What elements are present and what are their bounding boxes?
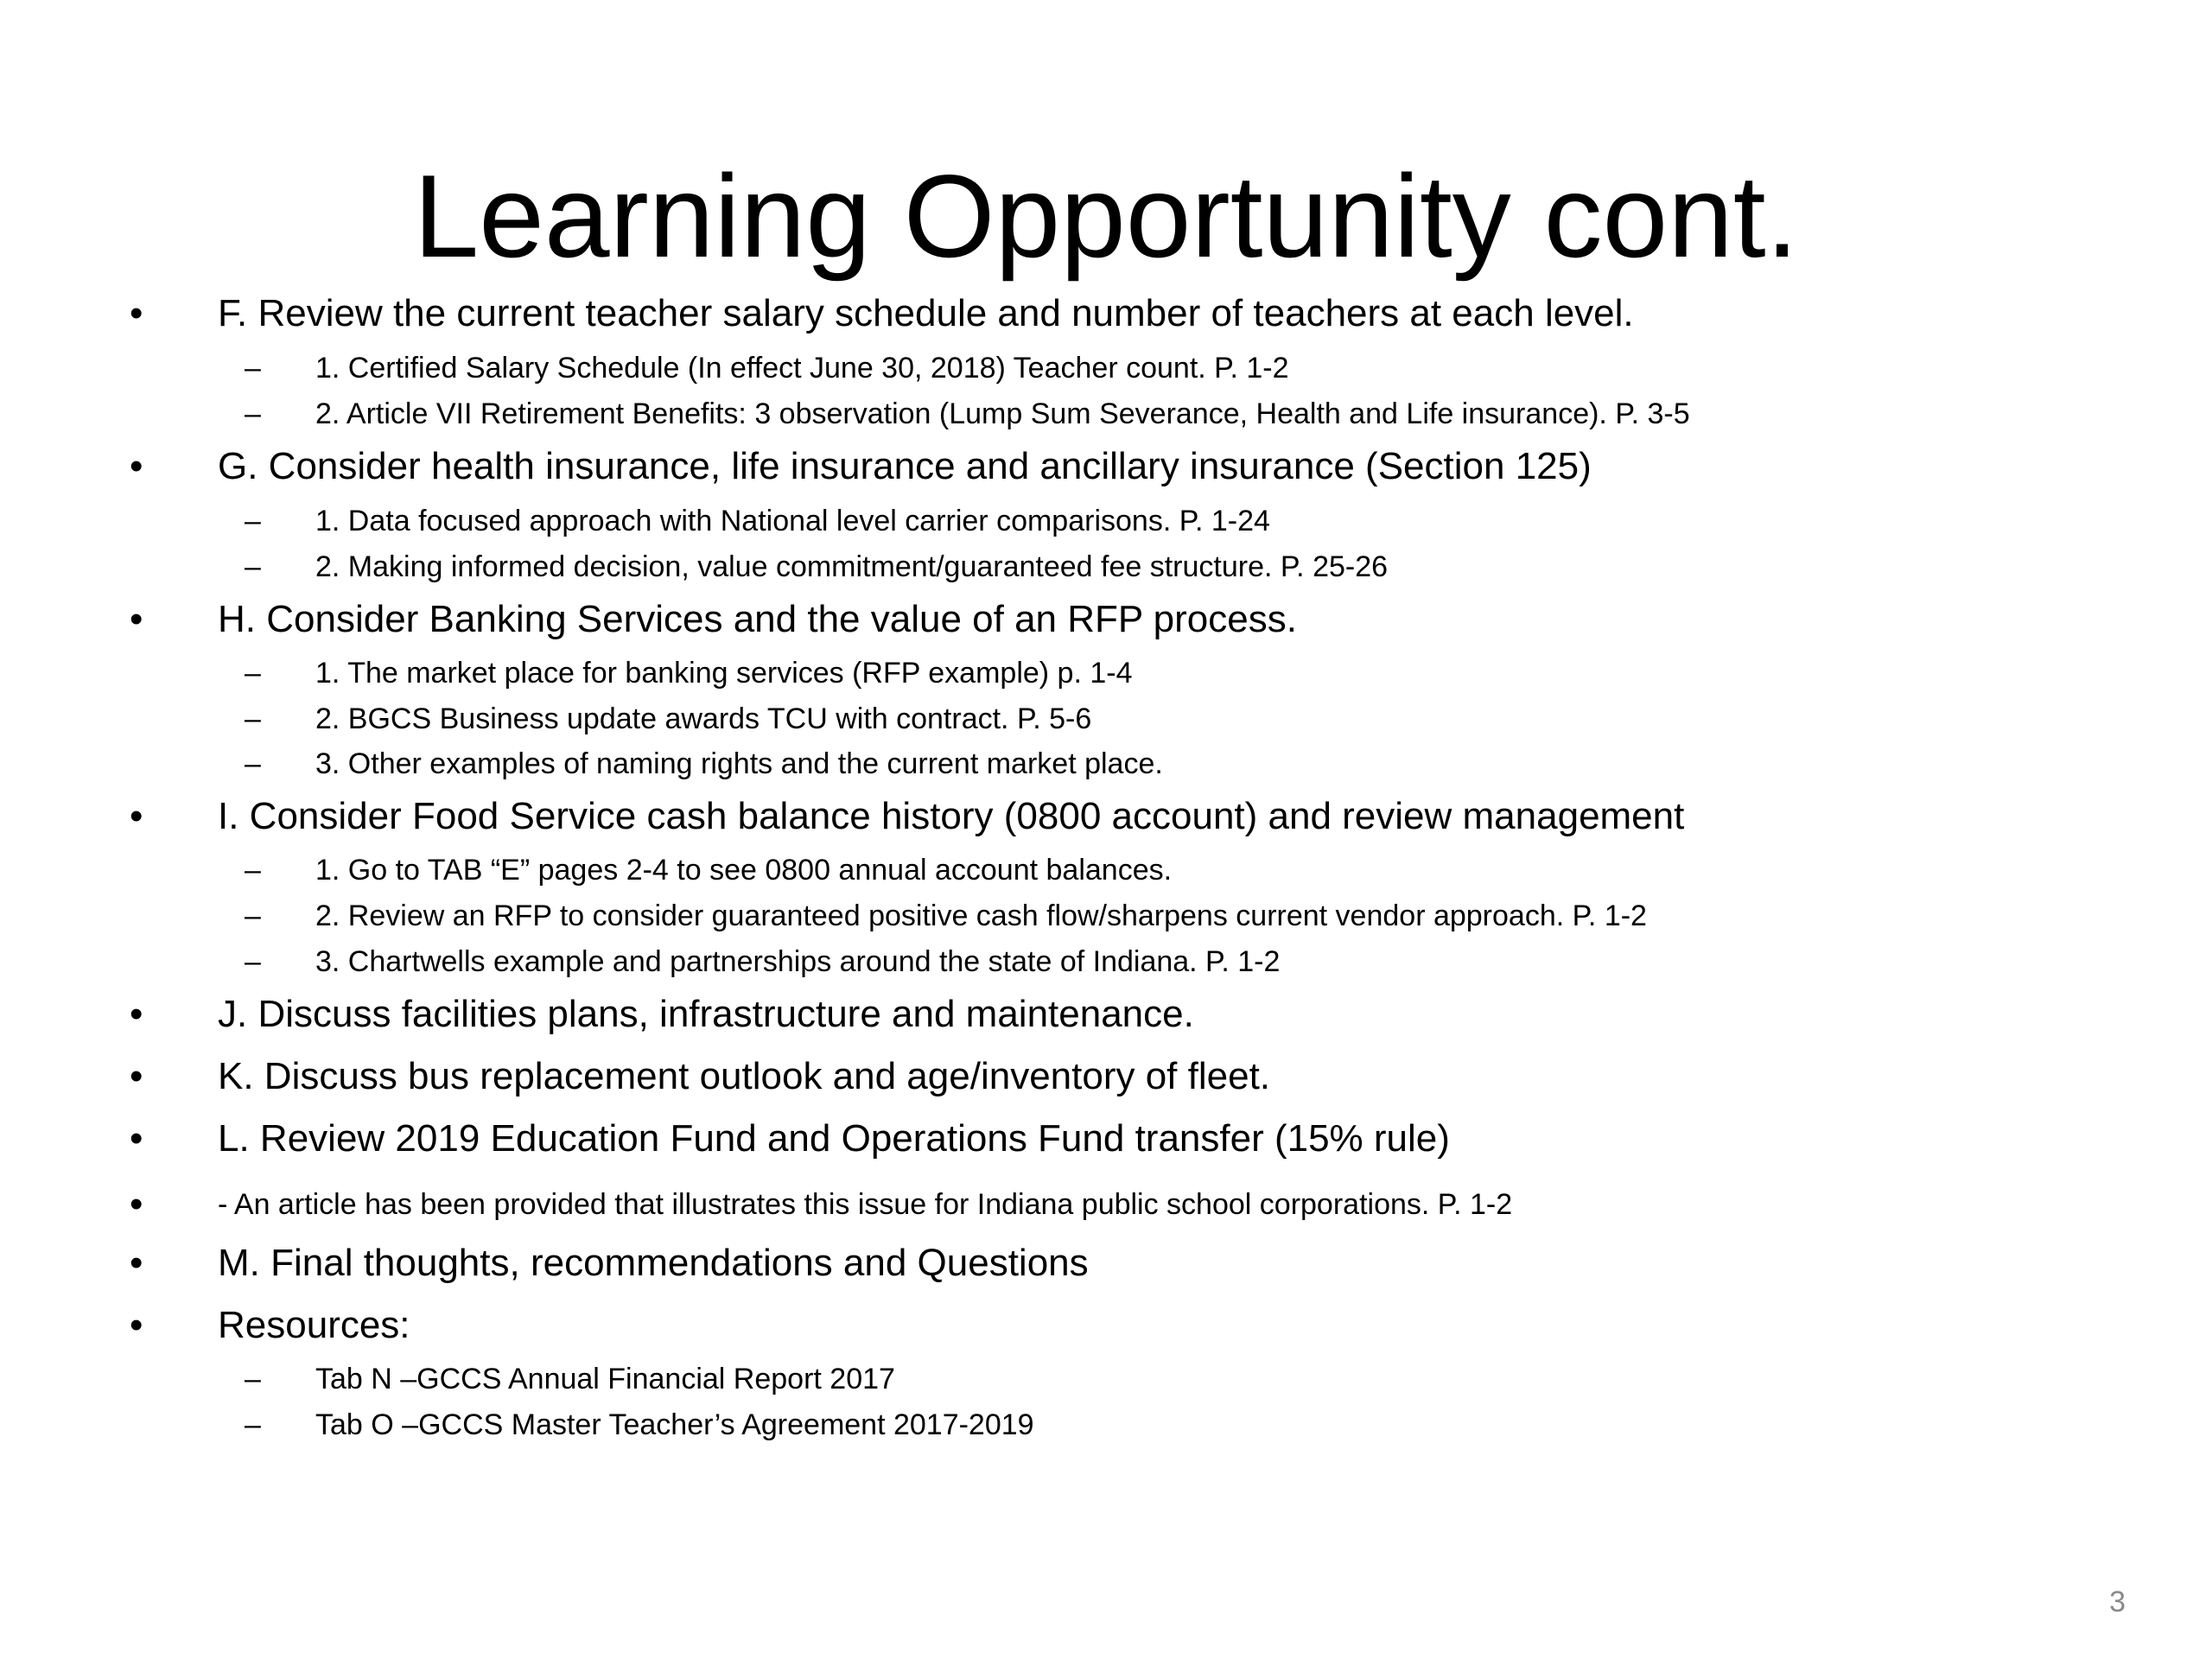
sub-bullet-item: [0, 941, 2212, 982]
bullet-marker: •: [130, 1242, 143, 1284]
sub-bullet-item: [0, 652, 2212, 694]
sub-bullet-text: 1. Certified Salary Schedule (In effect June 30, 2018) Teacher count. P. 1-2: [315, 352, 1289, 385]
dash-marker: –: [245, 1408, 261, 1441]
sub-bullet-item: [0, 546, 2212, 588]
slide-title: Learning Opportunity cont.: [413, 150, 1799, 282]
bullet-marker: •: [130, 598, 143, 640]
bullet-marker: •: [130, 993, 143, 1035]
sub-bullet-text: 2. Making informed decision, value commitment/guaranteed fee structure. P. 25-26: [315, 550, 1389, 583]
bullet-text: G. Consider health insurance, life insurance and ancillary insurance (Section 125): [218, 445, 1592, 487]
bullet-item: [0, 594, 2212, 645]
dash-marker: –: [245, 550, 261, 583]
bullet-marker: •: [130, 795, 143, 837]
sub-bullet-text: 1. Data focused approach with National level carrier comparisons. P. 1-24: [315, 505, 1270, 537]
sub-bullet-item: [0, 347, 2212, 389]
bullet-text: M. Final thoughts, recommendations and Questions: [218, 1242, 1089, 1284]
bullet-item: [0, 791, 2212, 842]
bullet-marker: •: [130, 1304, 143, 1346]
dash-marker: –: [245, 505, 261, 537]
bullet-marker: •: [130, 445, 143, 487]
bullet-marker: •: [130, 1183, 143, 1225]
bullet-text: J. Discuss facilities plans, infrastructure and maintenance.: [218, 993, 1194, 1035]
dash-marker: –: [245, 899, 261, 932]
sub-bullet-text: Tab N –GCCS Annual Financial Report 2017: [315, 1363, 895, 1395]
sub-bullet-item: [0, 1404, 2212, 1446]
sub-bullet-text: 1. Go to TAB “E” pages 2-4 to see 0800 annual account balances.: [315, 854, 1173, 887]
dash-marker: –: [245, 854, 261, 887]
bullet-text: L. Review 2019 Education Fund and Operations Fund transfer (15% rule): [218, 1117, 1450, 1160]
bullet-marker: •: [130, 292, 143, 334]
sub-bullet-item: [0, 698, 2212, 740]
bullet-item: [0, 1300, 2212, 1351]
bullet-text: I. Consider Food Service cash balance history (0800 account) and review management: [218, 795, 1685, 837]
bullet-item: [0, 1113, 2212, 1165]
dash-marker: –: [245, 945, 261, 978]
bullet-item: [0, 988, 2212, 1040]
bullet-item: [0, 1237, 2212, 1289]
sub-bullet-text: 1. The market place for banking services (RFP example) p. 1-4: [315, 657, 1133, 690]
sub-bullet-item: [0, 1358, 2212, 1400]
dash-marker: –: [245, 747, 261, 780]
bullet-marker: •: [130, 1117, 143, 1160]
sub-bullet-text: 2. BGCS Business update awards TCU with contract. P. 5-6: [315, 702, 1092, 735]
sub-bullet-text: Tab O –GCCS Master Teacher’s Agreement 2017-2019: [315, 1408, 1034, 1441]
bullet-item: [0, 441, 2212, 493]
sub-bullet-text: 2. Article VII Retirement Benefits: 3 observation (Lump Sum Severance, Health and Life insurance). P. 3-5: [315, 397, 1690, 430]
sub-bullet-item: [0, 895, 2212, 937]
sub-bullet-text: 2. Review an RFP to consider guaranteed positive cash flow/sharpens current vendor approach. P. 1-2: [315, 899, 1647, 932]
bullet-marker: •: [130, 1055, 143, 1097]
sub-bullet-text: 3. Chartwells example and partnerships around the state of Indiana. P. 1-2: [315, 945, 1281, 978]
sub-bullet-item: [0, 500, 2212, 542]
sub-bullet-item: [0, 393, 2212, 435]
bullet-item: [0, 1051, 2212, 1103]
bullet-text: - An article has been provided that illustrates this issue for Indiana public school corporations. P. 1-2: [218, 1188, 1513, 1221]
dash-marker: –: [245, 702, 261, 735]
bullet-text: H. Consider Banking Services and the value of an RFP process.: [218, 598, 1297, 640]
bullet-text: Resources:: [218, 1304, 410, 1346]
page-number: 3: [2109, 1586, 2126, 1618]
bullet-text: F. Review the current teacher salary schedule and number of teachers at each level.: [218, 292, 1634, 334]
bullet-item: [0, 288, 2212, 340]
dash-marker: –: [245, 397, 261, 430]
sub-bullet-text: 3. Other examples of naming rights and the current market place.: [315, 747, 1163, 780]
sub-bullet-item: [0, 743, 2212, 785]
bullet-text: K. Discuss bus replacement outlook and age/inventory of fleet.: [218, 1055, 1271, 1097]
dash-marker: –: [245, 657, 261, 690]
sub-bullet-item: [0, 849, 2212, 891]
dash-marker: –: [245, 1363, 261, 1395]
bullet-item: [0, 1179, 2212, 1230]
dash-marker: –: [245, 352, 261, 385]
